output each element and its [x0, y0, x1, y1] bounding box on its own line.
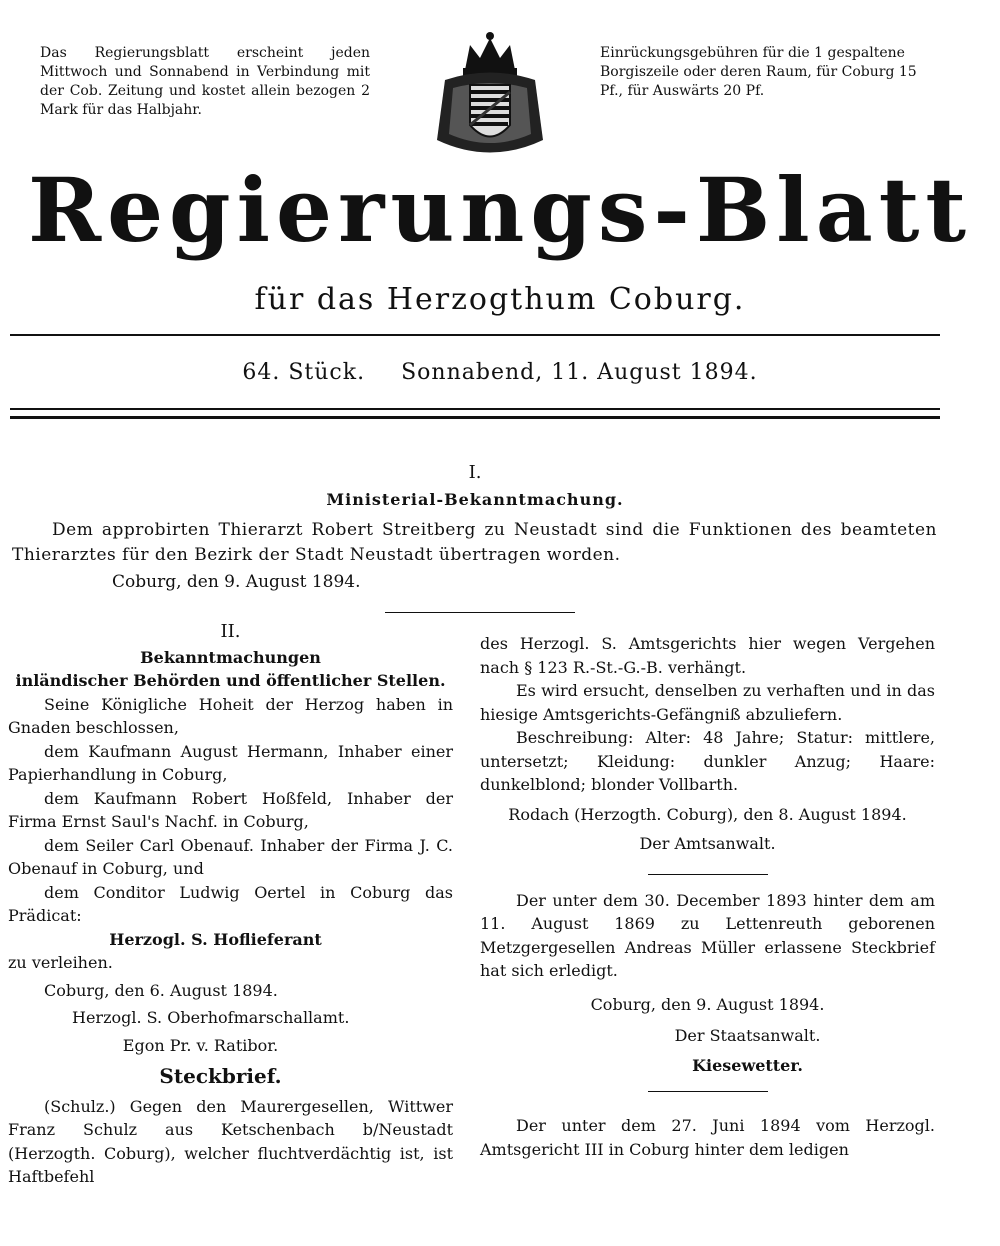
- warrant-text: (Schulz.) Gegen den Maurergesellen, Wittwer Franz Schulz aus Ketschenbach b/Neustadt (Herzogth. Coburg), welcher fluchtverdächtig ist, ist Haftbefehl: [8, 1096, 453, 1186]
- section-two-subheading: inländischer Behörden und öffentlicher Stellen.: [15, 671, 446, 690]
- decree-line-oertel: dem Conditor Ludwig Oertel in Coburg das Prädicat:: [8, 882, 453, 925]
- section-two-heading: Bekanntmachungen: [140, 647, 321, 667]
- decree-predicate: Herzogl. S. Hoflieferant: [109, 929, 322, 949]
- masthead-title: Regierungs-Blatt: [27, 158, 973, 262]
- section-divider: [385, 612, 575, 613]
- issue-divider-top: [10, 408, 940, 410]
- right-column: [480, 632, 935, 1161]
- decree-line-hermann: dem Kaufmann August Hermann, Inhaber einer Papierhandlung in Coburg,: [8, 741, 453, 784]
- revocation-signer: Kiesewetter.: [692, 1055, 803, 1075]
- decree-intro: Seine Königliche Hoheit der Herzog haben in Gnaden beschlossen,: [8, 694, 453, 737]
- decree-line-obenauf: dem Seiler Carl Obenauf. Inhaber der Firma J. C. Obenauf in Coburg, und: [8, 835, 453, 878]
- section-one-heading: Ministerial-Bekanntmachung.: [326, 490, 624, 509]
- suspect-description: Beschreibung: Alter: 48 Jahre; Statur: mittlere, untersetzt; Kleidung: dunkler Anzug; Haare: dunkelblond; blonder Vollbarth.: [480, 728, 935, 794]
- masthead-divider: [10, 334, 940, 336]
- advertising-rates-notice: Einrückungsgebühren für die 1 gespaltene Borgiszeile oder deren Raum, für Coburg 15 Pf., für Auswärts 20 Pf.: [600, 45, 917, 99]
- decree-conferral: zu verleihen.: [8, 953, 113, 972]
- warrant-signer: Der Amtsanwalt.: [639, 834, 776, 853]
- decree-signer: Egon Pr. v. Ratibor.: [122, 1035, 279, 1055]
- final-notice: Der unter dem 27. Juni 1894 vom Herzogl. Amtsgericht III in Coburg hinter dem ledigen: [480, 1116, 935, 1159]
- issue-divider-bottom: [10, 416, 940, 419]
- section-one-dateline: Coburg, den 9. August 1894.: [112, 572, 361, 592]
- decree-dateline: Coburg, den 6. August 1894.: [44, 980, 278, 1000]
- section-one-text: Dem approbirten Thierarzt Robert Streitberg zu Neustadt sind die Funktionen des beamteten Thierarztes für den Bezirk der Stadt Neustadt übertragen worden.: [12, 520, 937, 565]
- arrest-request: Es wird ersucht, denselben zu verhaften und in das hiesige Amtsgerichts-Gefängniß abzuliefern.: [480, 681, 935, 724]
- revocation-dateline: Coburg, den 9. August 1894.: [590, 994, 825, 1014]
- decree-line-hossfeld: dem Kaufmann Robert Hoßfeld, Inhaber der Firma Ernst Saul's Nachf. in Coburg,: [8, 788, 453, 831]
- issue-number: 64. Stück.: [242, 360, 366, 385]
- right-divider-1: [648, 874, 768, 875]
- revocation-authority: Der Staatsanwalt.: [674, 1026, 821, 1045]
- right-divider-2: [648, 1091, 768, 1092]
- revocation-notice: Der unter dem 30. December 1893 hinter dem am 11. August 1869 zu Lettenreuth geborenen Metzgergesellen Andreas Müller erlassene Steckbrief hat sich erledigt.: [480, 890, 935, 980]
- subscription-notice: Das Regierungsblatt erscheint jeden Mittwoch und Sonnabend in Verbindung mit der Cob. Zeitung und kostet allein bezogen 2 Mark für das Halbjahr.: [40, 45, 370, 118]
- section-one-numeral: I.: [468, 462, 482, 483]
- warrant-heading: Steckbrief.: [159, 1064, 282, 1088]
- left-column: [8, 620, 453, 1189]
- section-two-numeral: II.: [220, 621, 241, 642]
- warrant-continuation: des Herzogl. S. Amtsgerichts hier wegen Vergehen nach § 123 R.-St.-G.-B. verhängt.: [480, 634, 935, 677]
- issue-line: [0, 358, 1000, 388]
- warrant-dateline: Rodach (Herzogth. Coburg), den 8. August 1894.: [508, 804, 907, 824]
- issue-date: Sonnabend, 11. August 1894.: [401, 360, 758, 385]
- coat-of-arms-crest: [425, 30, 555, 165]
- decree-authority: Herzogl. S. Oberhofmarschallamt.: [72, 1008, 350, 1027]
- masthead-subtitle: für das Herzogthum Coburg.: [254, 282, 746, 317]
